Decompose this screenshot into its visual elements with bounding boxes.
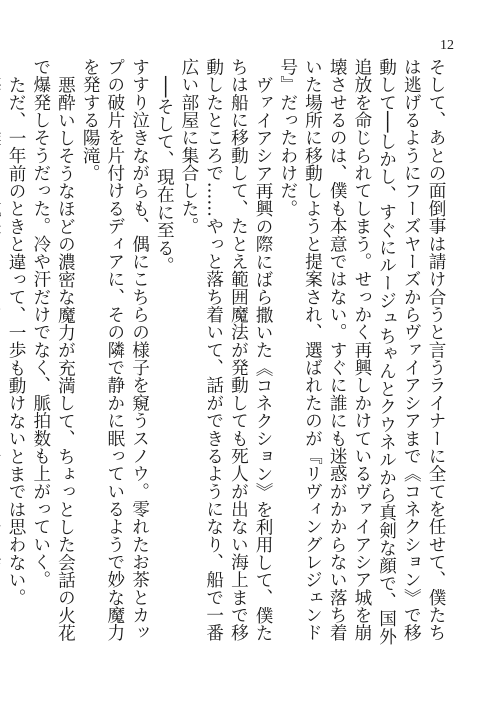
paragraph-4: すすり泣きながらも、偶にこちらの様子を窺うスノウ。零れたお茶とカップの破片を片付けるディアに、その隣で静かに眠っているようで妙な魔力を発する陽滝。: [80, 58, 150, 642]
paragraph-6: ただ、一年前のときと違って、一歩も動けないとまでは思わない。: [6, 75, 27, 606]
paragraph-3: ──そして、現在に至る。: [154, 75, 175, 274]
paragraph-7: [0, 58, 3, 658]
body-text: [6, 58, 448, 658]
paragraph-5: 悪酔いしそうなほどの濃密な魔力が充満して、ちょっとした会話の火花で爆発しそうだった。冷や汗だけでなく、脈拍数も上がっていく。: [30, 58, 76, 642]
page-number: 12: [440, 38, 454, 53]
paragraph-1: そして、あとの面倒事は請け合うと言うライナーに全てを任せて、僕たちは逃げるようにフーズヤーズからヴァイアシアまで《コネクション》で移動して──しかし、すぐにルージュちゃんとクウネルから真剣な顔で、国外追放を命じられてしまう。せっかく再興しかけているヴァイアシア城を崩壊させるのは、僕も本意ではない。すぐに誰にも迷惑がかからない落ち着いた場所に移動しようと提案され、選ばれたのが『リヴィングレジェンド号』だったわけだ。: [277, 58, 446, 646]
paragraph-2: ヴァイアシア再興の際にばら撒いた《コネクション》を利用して、僕たちは船に移動して、たとえ範囲魔法が発動しても死人が出ない海上まで移動したところで……やっと落ち着いて、話ができるようになり、船で一番広い部屋に集合した。: [178, 58, 274, 642]
